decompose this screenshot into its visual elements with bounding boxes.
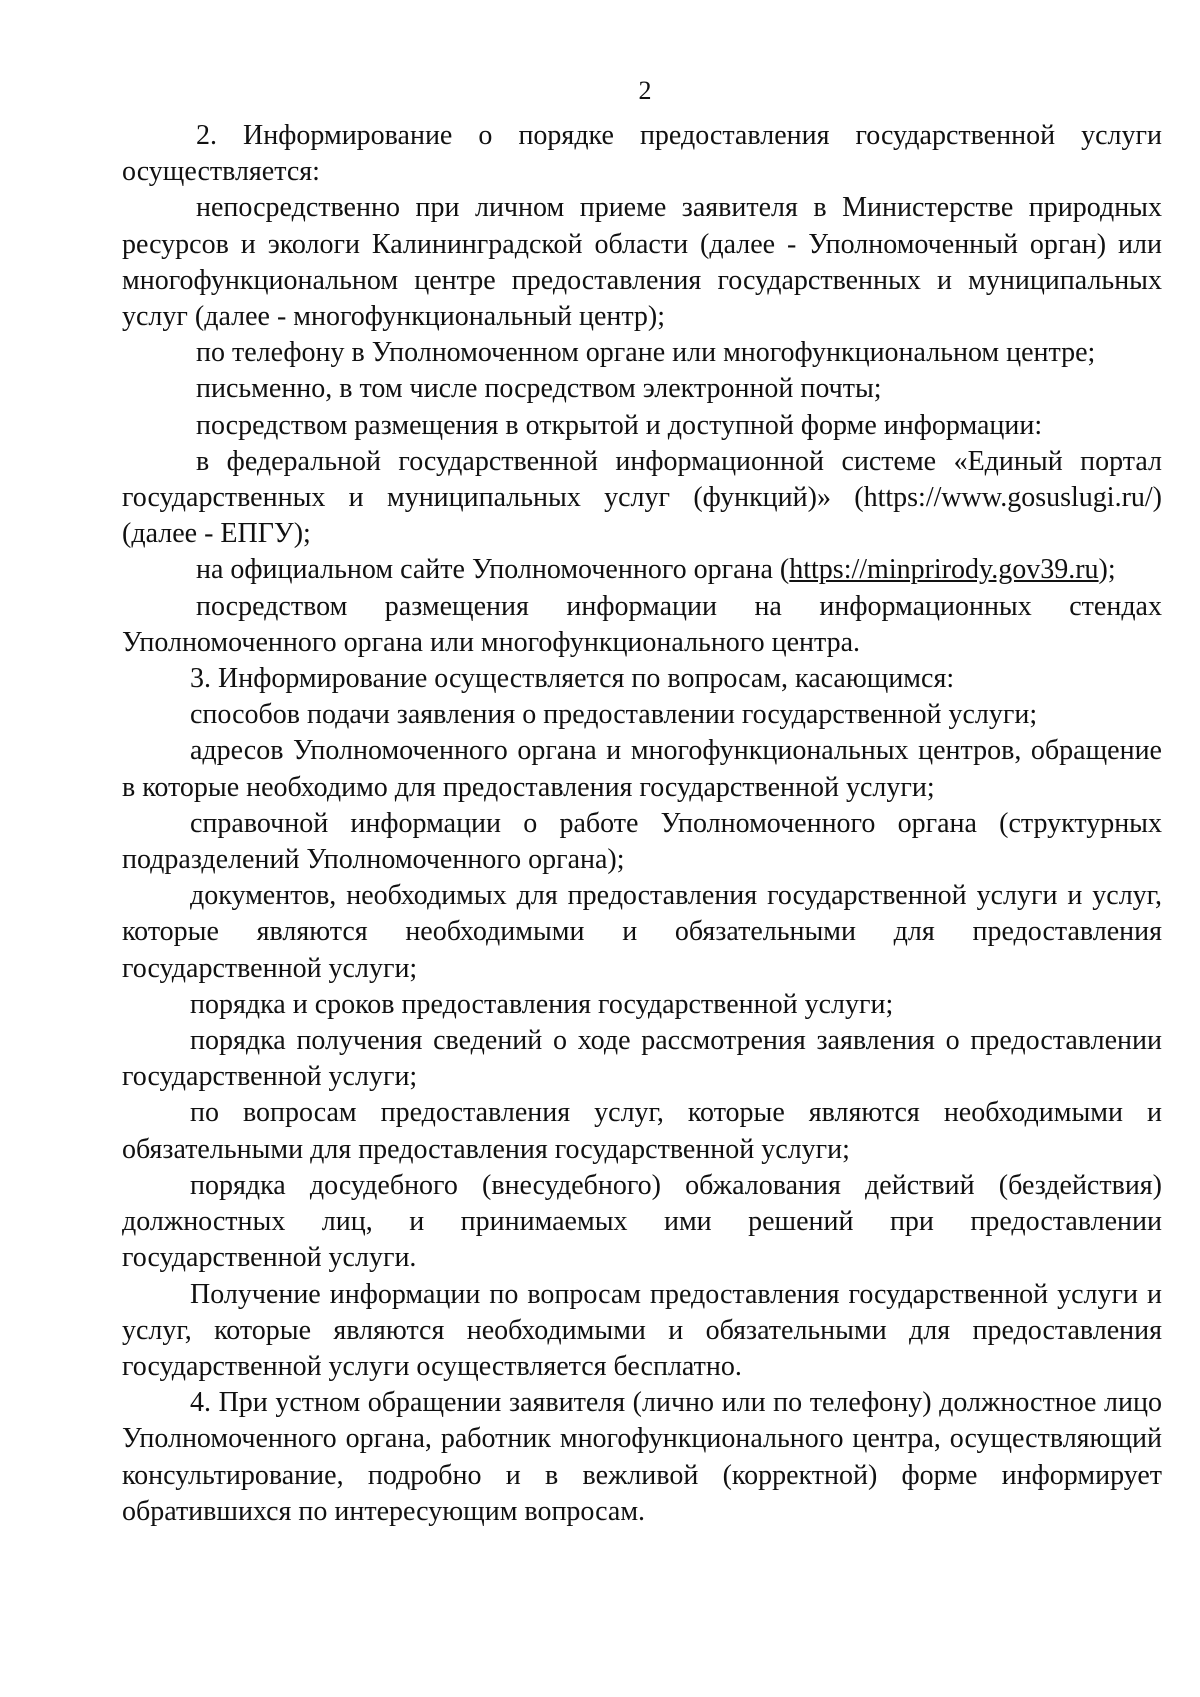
paragraph-public-information: посредством размещения в открытой и доступной форме информации: [196,409,1043,441]
paragraph-2-heading: 2. Информирование о порядке предоставления государственной услуги осуществляется: [122,120,1162,188]
list-item-documents: документов, необходимых для предоставления государственной услуги и услуг, которые являются необходимыми и обязательными для предоставления государственной услуги; [122,880,1162,984]
document-body [122,118,1162,1530]
list-item-appeal-procedure: порядка досудебного (внесудебного) обжалования действий (бездействия) должностных лиц, и принимаемых ими решений при предоставлении государственной услуги. [122,1169,1162,1274]
paragraph-3-heading: 3. Информирование осуществляется по вопросам, касающимся: [190,663,955,695]
list-item-application-methods: способов подачи заявления о предоставлении государственной услуги; [190,699,1038,731]
paragraph-epgu: в федеральной государственной информационной системе «Единый портал государственных и муниципальных услуг (функций)» (https://www.gosuslugi.ru/) (далее - ЕПГУ); [122,445,1162,550]
paragraph-info-stands: посредством размещения информации на информационных стендах Уполномоченного органа или многофункционального центра. [122,590,1162,658]
list-item-related-services: по вопросам предоставления услуг, которые являются необходимыми и обязательными для предоставления государственной услуги; [122,1097,1162,1165]
site-line-prefix: на официальном сайте Уполномоченного органа ( [196,554,790,586]
paragraph-free-of-charge: Получение информации по вопросам предоставления государственной услуги и услуг, которые являются необходимыми и обязательными для предоставления государственной услуги осуществляется бесплатно. [122,1278,1162,1382]
list-item-addresses: адресов Уполномоченного органа и многофункциональных центров, обращение в которые необходимо для предоставления государственной услуги; [122,735,1162,803]
paragraph-4-oral-request: 4. При устном обращении заявителя (лично или по телефону) должностное лицо Уполномоченного органа, работник многофункционального центра, осуществляющий консультирование, подробно и в вежливой (корректной) форме информирует обратившихся по интересующим вопросам. [122,1387,1162,1527]
paragraph-personal-reception: непосредственно при личном приеме заявителя в Министерстве природных ресурсов и экологи Калининградской области (далее - Уполномоченный орган) или многофункциональном центре предоставления государственных и муниципальных услуг (далее - многофункциональный центр); [122,192,1162,333]
list-item-application-status: порядка получения сведений о ходе рассмотрения заявления о предоставлении государственной услуги; [122,1025,1162,1093]
page-number: 2 [638,76,652,105]
paragraph-by-phone: по телефону в Уполномоченном органе или многофункциональном центре; [196,337,1096,369]
site-line-suffix: ); [1098,554,1116,586]
official-site-link[interactable]: https://minprirody.gov39.ru [789,554,1099,586]
list-item-procedure-terms: порядка и сроков предоставления государственной услуги; [190,988,894,1020]
list-item-reference-info: справочной информации о работе Уполномоченного органа (структурных подразделений Уполномоченного органа); [122,807,1162,876]
paragraph-official-site [122,552,1162,588]
paragraph-in-writing: письменно, в том числе посредством электронной почты; [196,373,882,405]
